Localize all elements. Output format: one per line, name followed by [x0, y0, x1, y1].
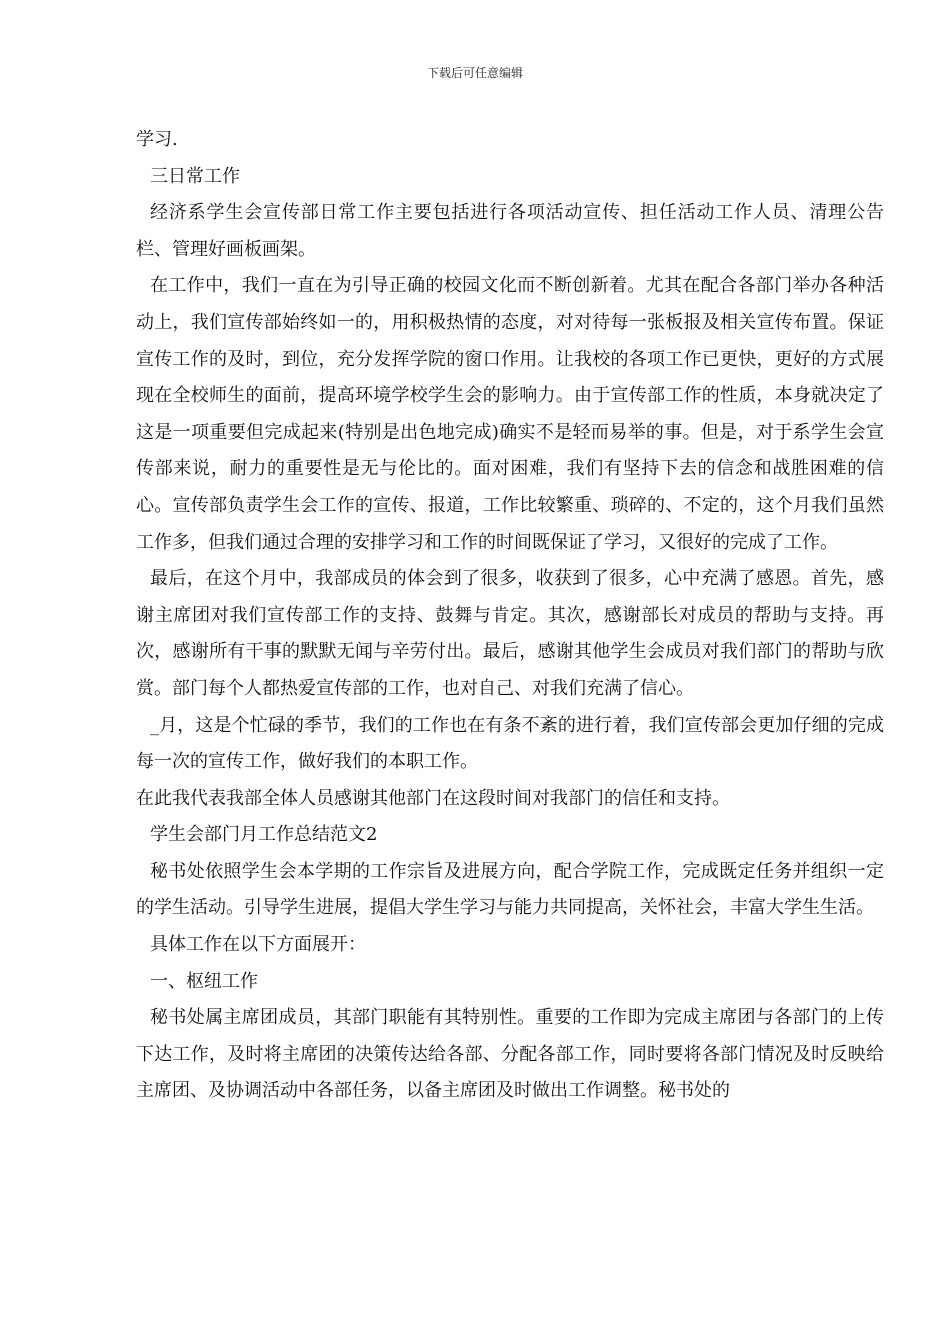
document-body: [136, 122, 884, 1110]
paragraph: 秘书处依照学生会本学期的工作宗旨及进展方向，配合学院工作，完成既定任务并组织一定的学生活动。引导学生进展，提倡大学生学习与能力共同提高，关怀社会，丰富大学生生活。: [136, 860, 884, 919]
paragraph: 经济系学生会宣传部日常工作主要包括进行各项活动宣传、担任活动工作人员、清理公告栏、管理好画板画架。: [136, 202, 884, 260]
paragraph: 在此我代表我部全体人员感谢其他部门在这段时间对我部门的信任和支持。: [136, 787, 730, 809]
paragraph: 学习.: [136, 129, 178, 150]
paragraph: 具体工作在以下方面展开：: [150, 934, 366, 956]
paragraph: _月，这是个忙碌的季节，我们的工作也在有条不紊的进行着，我们宣传部会更加仔细的完成每一次的宣传工作，做好我们的本职工作。: [136, 714, 884, 773]
paragraph: 最后，在这个月中，我部成员的体会到了很多，收获到了很多，心中充满了感恩。首先，感谢主席团对我们宣传部工作的支持、鼓舞与肯定。其次，感谢部长对成员的帮助与支持。再次，感谢所有干事的默默无闻与辛劳付出。最后，感谢其他学生会成员对我们部门的帮助与欣赏。部门每个人都热爱宣传部的工作，也对自己、对我们充满了信心。: [136, 568, 884, 699]
article-title: 学生会部门月工作总结范文2: [150, 824, 378, 846]
section-heading-hub-work: 一、枢纽工作: [150, 970, 258, 992]
page-header: 下载后可任意编辑: [426, 66, 523, 80]
section-heading-daily-work: 三日常工作: [150, 165, 240, 187]
paragraph: 秘书处属主席团成员，其部门职能有其特别性。重要的工作即为完成主席团与各部门的上传下达工作，及时将主席团的决策传达给各部、分配各部工作，同时要将各部门情况及时反映给主席团、及协调活动中各部任务，以备主席团及时做出工作调整。秘书处的: [136, 1007, 884, 1102]
paragraph: 在工作中，我们一直在为引导正确的校园文化而不断创新着。尤其在配合各部门举办各种活动上，我们宣传部始终如一的，用积极热情的态度，对对待每一张板报及相关宣传布置。保证宣传工作的及时，到位，充分发挥学院的窗口作用。让我校的各项工作已更快，更好的方式展现在全校师生的面前，提高环境学校学生会的影响力。由于宣传部工作的性质，本身就决定了这是一项重要但完成起来(特别是出色地完成)确实不是轻而易举的事。但是，对于系学生会宣传部来说，耐力的重要性是无与伦比的。面对困难，我们有坚持下去的信念和战胜困难的信心。宣传部负责学生会工作的宣传、报道，工作比较繁重、琐碎的、不定的，这个月我们虽然工作多，但我们通过合理的安排学习和工作的时间既保证了学习，又很好的完成了工作。: [136, 275, 884, 553]
